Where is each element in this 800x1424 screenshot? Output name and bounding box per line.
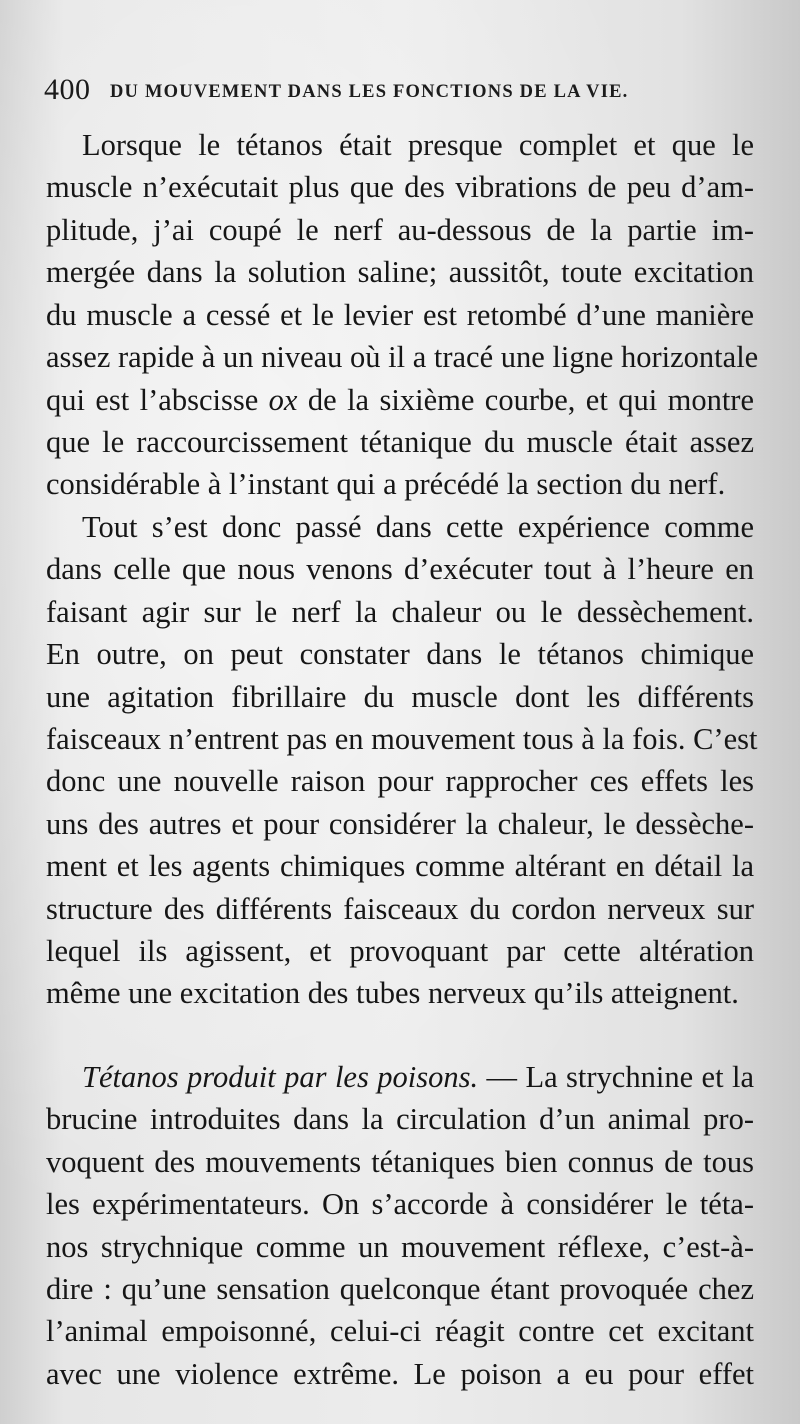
text-line: muscle n’exécutait plus que des vibrations de peu d’am- bbox=[46, 170, 754, 204]
text-line: considérable à l’instant qui a précédé la section du nerf. bbox=[46, 467, 726, 501]
text-line: du muscle a cessé et le levier est retombé d’une manière bbox=[46, 298, 754, 332]
section-title: Tétanos produit par les poisons. bbox=[82, 1060, 479, 1094]
text-run: qui est l’abscisse bbox=[46, 383, 269, 417]
text-line: ment et les agents chimiques comme altérant en détail la bbox=[46, 849, 754, 883]
text-line: donc une nouvelle raison pour rapprocher ces effets les bbox=[46, 764, 754, 798]
text-line: faisceaux n’entrent pas en mouvement tous à la fois. C’est bbox=[46, 722, 758, 756]
text-line bbox=[46, 379, 754, 421]
text-line: uns des autres et pour considérer la chaleur, le dessèche- bbox=[46, 807, 754, 841]
text-line: assez rapide à un niveau où il a tracé une ligne horizontale bbox=[46, 340, 759, 374]
text-line: structure des différents faisceaux du cordon nerveux sur bbox=[46, 892, 754, 926]
text-run: — La strychnine et la bbox=[478, 1060, 754, 1094]
text-run: de la sixième courbe, et qui montre bbox=[297, 383, 754, 417]
italic-term: ox bbox=[268, 383, 298, 417]
text-line: Tout s’est donc passé dans cette expérience comme bbox=[82, 510, 754, 544]
text-line: avec une violence extrême. Le poison a eu pour effet bbox=[46, 1357, 754, 1391]
text-line: plitude, j’ai coupé le nerf au-dessous de la partie im- bbox=[46, 213, 754, 247]
text-line: dire : qu’une sensation quelconque étant provoquée chez bbox=[46, 1272, 754, 1306]
text-line: une agitation fibrillaire du muscle dont les différents bbox=[46, 680, 754, 714]
text-line: faisant agir sur le nerf la chaleur ou le dessèchement. bbox=[46, 595, 754, 629]
text-line: brucine introduites dans la circulation d’un animal pro- bbox=[46, 1102, 754, 1136]
text-line: que le raccourcissement tétanique du muscle était assez bbox=[46, 425, 754, 459]
page-header bbox=[44, 70, 764, 110]
text-line: l’animal empoisonné, celui-ci réagit contre cet excitant bbox=[46, 1314, 754, 1348]
text-line: lequel ils agissent, et provoquant par cette altération bbox=[46, 934, 754, 968]
text-line: nos strychnique comme un mouvement réflexe, c’est-à- bbox=[46, 1230, 754, 1264]
text-line: voquent des mouvements tétaniques bien connus de tous bbox=[46, 1145, 754, 1179]
text-line: Lorsque le tétanos était presque complet et que le bbox=[82, 128, 754, 162]
text-line: mergée dans la solution saline; aussitôt, toute excitation bbox=[46, 255, 754, 289]
text-line: les expérimentateurs. On s’accorde à considérer le téta- bbox=[46, 1187, 754, 1221]
text-line: En outre, on peut constater dans le tétanos chimique bbox=[46, 637, 754, 671]
page-number: 400 bbox=[44, 73, 91, 106]
section-heading-line bbox=[82, 1056, 754, 1098]
text-line: dans celle que nous venons d’exécuter tout à l’heure en bbox=[46, 552, 754, 586]
running-head: DU MOUVEMENT DANS LES FONCTIONS DE LA VIE. bbox=[110, 82, 629, 102]
text-line: même une excitation des tubes nerveux qu’ils atteignent. bbox=[46, 976, 739, 1010]
